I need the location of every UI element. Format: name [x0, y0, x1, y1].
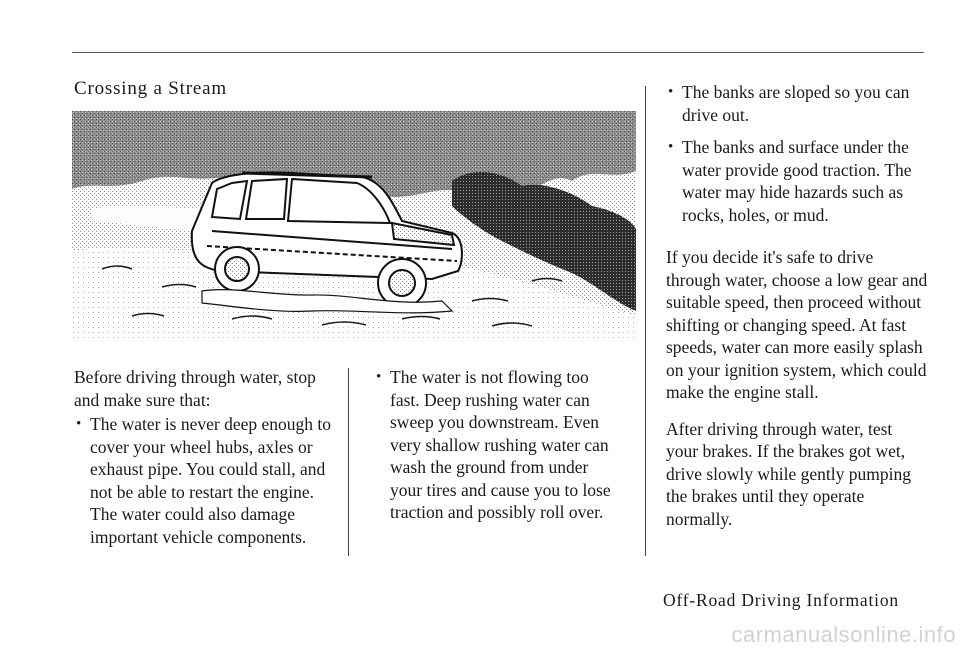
- bullet-dot-icon: •: [668, 84, 674, 100]
- footer-section-name: Off-Road Driving Information: [663, 590, 899, 610]
- bullet-text: The water is never deep enough to cover your wheel hubs, axles or exhaust pipe. You could stall, and not be able to restart the engine. The water could also damage important vehicle components.: [90, 414, 332, 547]
- column-2: [374, 366, 622, 524]
- bullet-item: [74, 413, 342, 548]
- watermark: carmanualsonline.info: [731, 622, 956, 647]
- bullet-text: The banks are sloped so you can drive out.: [682, 82, 910, 125]
- column-divider-2: [645, 86, 646, 556]
- body-paragraph: If you decide it's safe to drive through water, choose a low gear and suitable speed, then proceed without shifting or changing speed. At fast speeds, water can more easily splash on your ignition system, which could make the engine stall.: [666, 247, 928, 402]
- bullet-text: The water is not flowing too fast. Deep rushing water can sweep you downstream. Even very shallow rushing water can wash the ground from under your tires and cause you to lose traction and possibly roll over.: [390, 367, 611, 522]
- bullet-dot-icon: •: [376, 369, 382, 385]
- suv-crossing-stream-illustration: [72, 111, 636, 339]
- column-1: [74, 366, 342, 548]
- bullet-text: The banks and surface under the water provide good traction. The water may hide hazards such as rocks, holes, or mud.: [682, 137, 912, 225]
- column-divider-1: [348, 368, 349, 556]
- bullet-dot-icon: •: [668, 139, 674, 155]
- bullet-item: [666, 81, 928, 126]
- bullet-item: [374, 366, 622, 524]
- top-rule: [72, 52, 924, 53]
- bullet-dot-icon: •: [76, 416, 82, 432]
- section-title: Crossing a Stream: [74, 78, 227, 99]
- column-3: [666, 81, 928, 530]
- bullet-item: [666, 136, 928, 226]
- body-paragraph: After driving through water, test your brakes. If the brakes got wet, drive slowly while gently pumping the brakes until they operate normally.: [666, 418, 911, 529]
- intro-paragraph: Before driving through water, stop and make sure that:: [74, 367, 316, 410]
